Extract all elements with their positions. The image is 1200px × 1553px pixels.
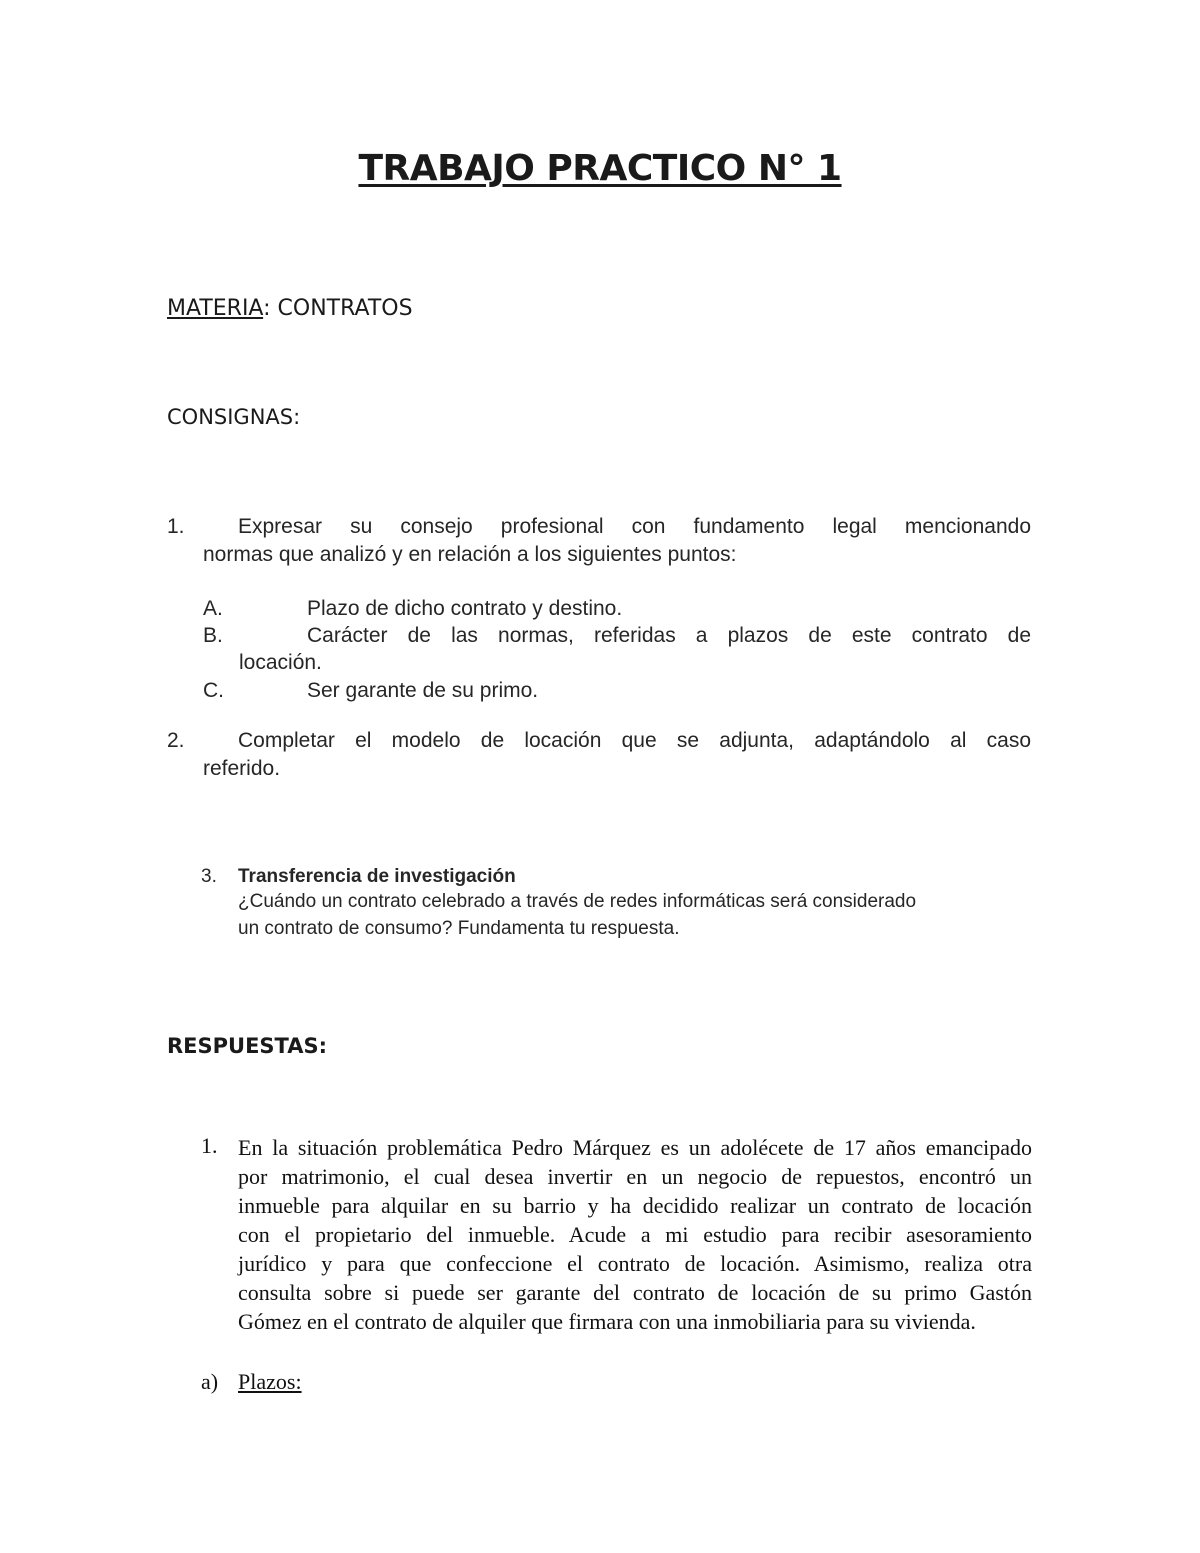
question-1-number: 1. (167, 515, 185, 538)
item-b-text-line-2: locación. (239, 651, 322, 674)
answer-1-line-1: En la situación problemática Pedro Márquez es un adolécete de 17 años emancipado (238, 1135, 1032, 1160)
answer-1-line-4: con el propietario del inmueble. Acude a mi estudio para recibir asesoramiento (238, 1222, 1032, 1247)
item-b-text-line-1: Carácter de las normas, referidas a plazos de este contrato de (307, 624, 1031, 647)
question-1-line-1: Expresar su consejo profesional con fundamento legal mencionando (238, 515, 1031, 538)
item-c-text: Ser garante de su primo. (307, 679, 539, 702)
answer-1-line-5: jurídico y para que confeccione el contrato de locación. Asimismo, realiza otra (238, 1251, 1032, 1276)
question-3-line-1: ¿Cuándo un contrato celebrado a través de redes informáticas será considerado (238, 891, 917, 912)
page-title: TRABAJO PRACTICO N° 1 (358, 148, 842, 189)
answer-1-line-7: Gómez en el contrato de alquiler que firmara con una inmobiliaria para su vivienda. (238, 1309, 976, 1334)
item-c-letter: C. (203, 679, 224, 702)
subject-value: CONTRATOS (277, 296, 413, 321)
question-2-number: 2. (167, 729, 185, 752)
question-3-number: 3. (201, 866, 217, 887)
item-b-letter: B. (203, 624, 223, 647)
subject-separator: : (263, 296, 278, 321)
subject-line (167, 296, 413, 321)
answer-1-number: 1. (201, 1133, 218, 1158)
answer-a-letter: a) (201, 1369, 219, 1394)
answer-a-label: Plazos: (238, 1369, 302, 1394)
question-2-line-1: Completar el modelo de locación que se adjunta, adaptándolo al caso (238, 729, 1031, 752)
answer-1-line-6: consulta sobre si puede ser garante del contrato de locación de su primo Gastón (238, 1280, 1032, 1305)
question-2-line-2: referido. (203, 757, 281, 780)
answers-heading: RESPUESTAS: (167, 1034, 328, 1058)
subject-label: MATERIA (167, 296, 264, 321)
question-3-title: Transferencia de investigación (238, 866, 516, 887)
answer-1-line-2: por matrimonio, el cual desea invertir en un negocio de repuestos, encontró un (238, 1164, 1032, 1189)
item-a-letter: A. (203, 597, 223, 620)
question-1-line-2: normas que analizó y en relación a los siguientes puntos: (203, 543, 737, 566)
question-3-line-2: un contrato de consumo? Fundamenta tu respuesta. (238, 918, 680, 939)
instructions-heading: CONSIGNAS: (167, 405, 301, 429)
answer-1-paragraph (238, 1133, 1032, 1336)
item-a-text: Plazo de dicho contrato y destino. (307, 597, 623, 620)
answer-1-line-3: inmueble para alquilar en su barrio y ha decidido realizar un contrato de locación (238, 1193, 1032, 1218)
